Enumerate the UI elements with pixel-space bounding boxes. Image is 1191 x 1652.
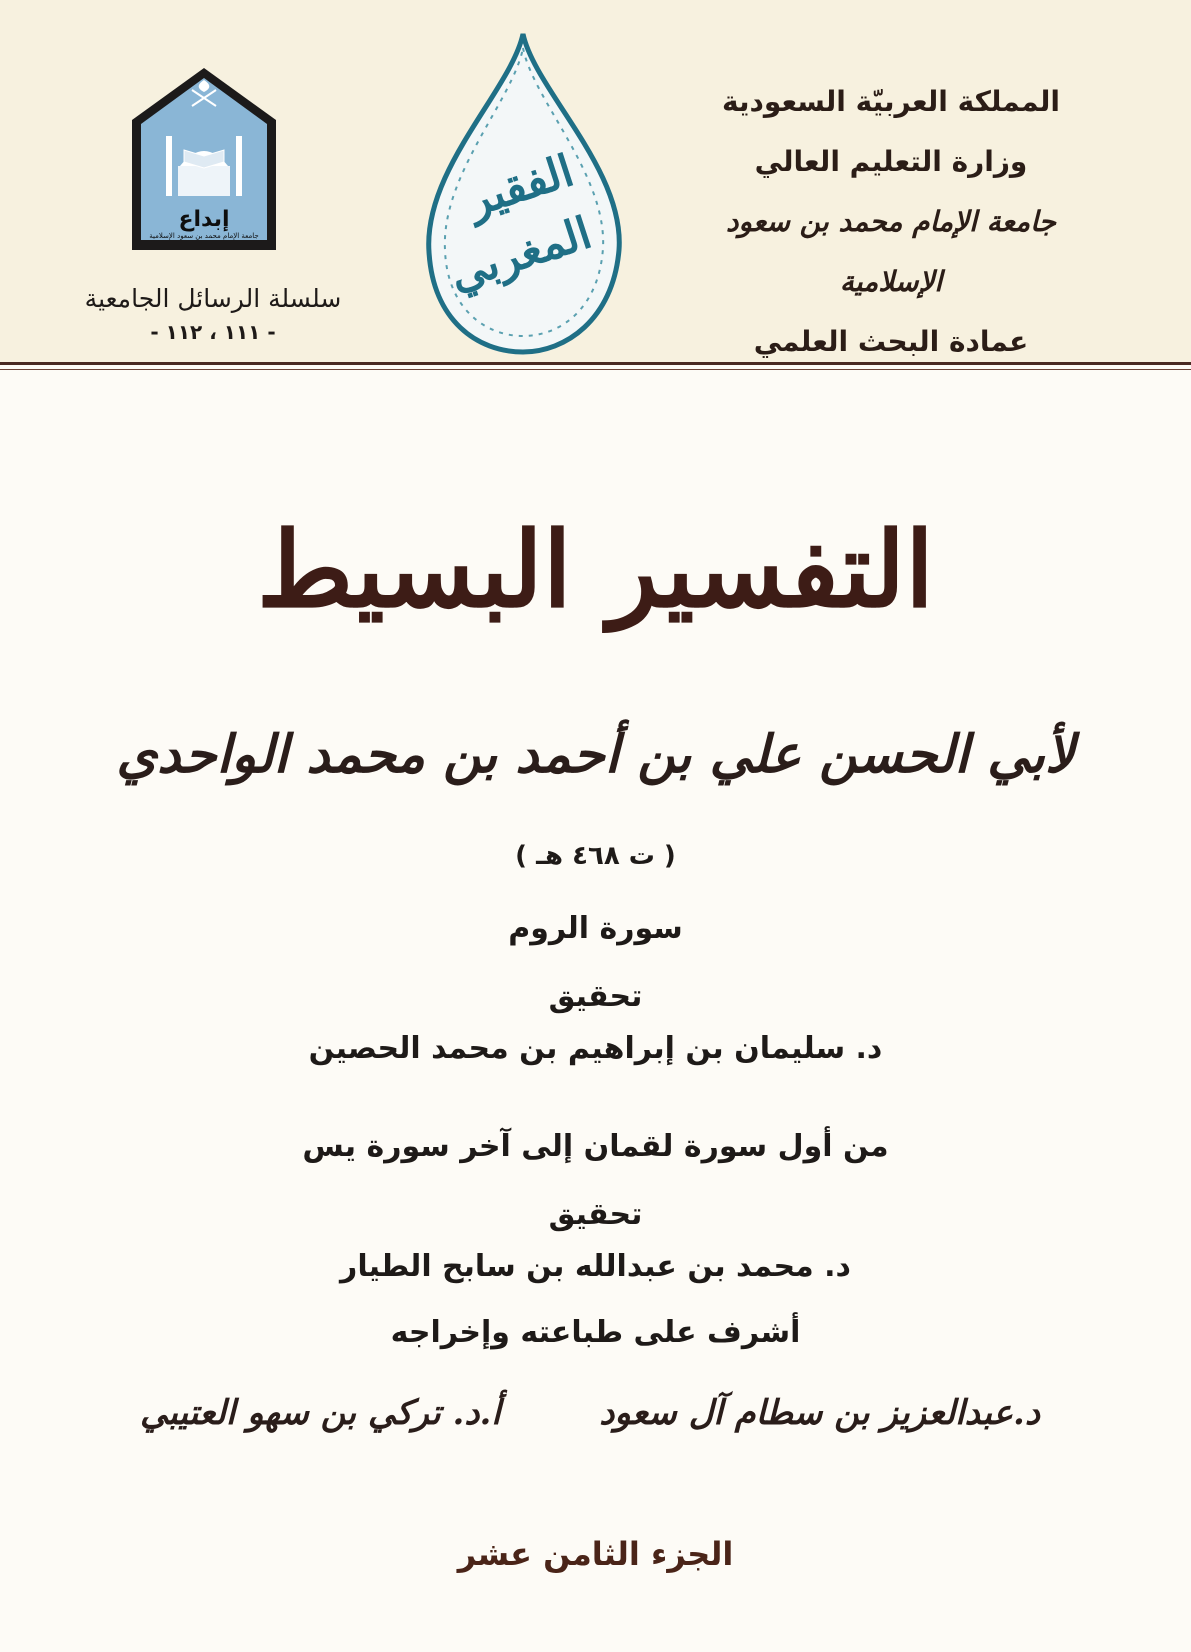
series-block [48,282,378,348]
tahqiq-label-1: تحقيق [548,979,643,1014]
kingdom-line: المملكة العربيّة السعودية [722,85,1060,118]
book-author: لأبي الحسن علي بن أحمد بن محمد الواحدي [116,724,1075,785]
tahqiq-label-2: تحقيق [548,1197,643,1232]
university-line: جامعة الإمام محمد بن سعود الإسلامية [726,205,1056,298]
watermark-logo [415,30,635,360]
surah-range: من أول سورة لقمان إلى آخر سورة يس [302,1129,889,1164]
series-numbers: - ١١١ ، ١١٢ - [150,320,276,344]
header-rule-thin [0,369,1191,370]
watermark-drop-icon [415,30,635,360]
ministry-block [681,72,1101,372]
header-rule [0,362,1191,365]
supervised-label: أشرف على طباعته وإخراجه [390,1315,801,1350]
editor-1: د. سليمان بن إبراهيم بن محمد الحصين [308,1031,883,1066]
svg-text:الفقير: الفقير [461,145,580,228]
editor-2: د. محمد بن عبدالله بن سابح الطيار [340,1249,851,1284]
university-logo [130,66,278,252]
book-title: التفسير البسيط [256,508,935,631]
deanship-line: عمادة البحث العلمي [753,325,1029,358]
svg-text:إبداع: إبداع [178,207,230,232]
volume-part: الجزء الثامن عشر [457,1535,734,1573]
surah-name: سورة الروم [508,911,683,946]
author-death-date: ( ت ٤٦٨ هـ ) [515,841,676,871]
svg-text:المغربي: المغربي [443,207,598,301]
svg-text:جامعة الإمام محمد بن سعود الإس: جامعة الإمام محمد بن سعود الإسلامية [149,232,259,240]
ministry-line: وزارة التعليم العالي [754,145,1028,178]
university-logo-icon [130,66,278,252]
supervisor-2: أ.د. تركي بن سهو العتيبي [140,1393,501,1433]
supervisors-row [140,1380,1040,1446]
supervisor-1: د.عبدالعزيز بن سطام آل سعود [599,1393,1040,1433]
series-title: سلسلة الرسائل الجامعية [84,284,342,313]
